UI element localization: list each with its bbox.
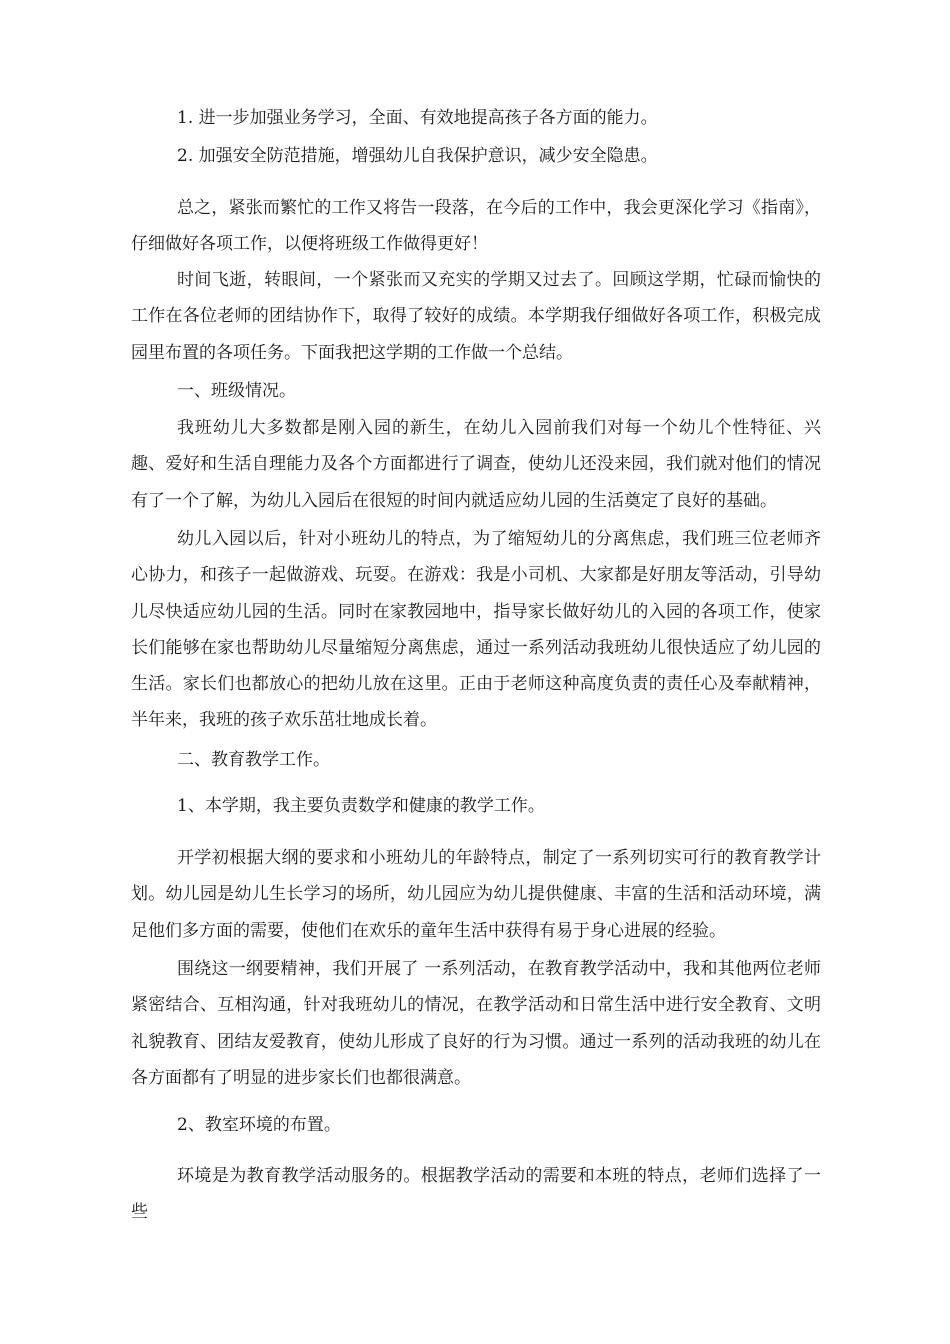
subheading-classroom-environment: 2、教室环境的布置。 <box>177 1115 341 1135</box>
paragraph-activities: 围绕这一纲要精神，我们开展了 一系列活动，在教育教学活动中，我和其他两位老师紧密结合、互相沟通，针对我班幼儿的情况，在教学活动和日常生活中进行安全教育、文明礼貌教育、团结友爱教育，使幼儿形成了良好的行为习惯。通过一系列的活动我班的幼儿在各方面都有了明显的进步家长们也都很满意。 <box>131 959 821 1088</box>
paragraph-environment: 环境是为教育教学活动服务的。根据教学活动的需要和本班的特点，老师们选择了一些 <box>131 1166 821 1223</box>
paragraph-conclusion: 总之，紧张而繁忙的工作又将告一段落，在今后的工作中，我会更深化学习《指南》，仔细做好各项工作，以便将班级工作做得更好！ <box>131 198 821 255</box>
section-heading-teaching: 二、教育教学工作。 <box>177 750 330 770</box>
paragraph-class-situation: 我班幼儿大多数都是刚入园的新生，在幼儿入园前我们对每一个幼儿个性特征、兴趣、爱好和生活自理能力及各个方面都进行了调查，使幼儿还没来园，我们就对他们的情况有了一个了解，为幼儿入园后在很短的时间内就适应幼儿园的生活奠定了良好的基础。 <box>131 418 821 511</box>
paragraph-after-enrollment: 幼儿入园以后，针对小班幼儿的特点，为了缩短幼儿的分离焦虑，我们班三位老师齐心协力，和孩子一起做游戏、玩耍。在游戏：我是小司机、大家都是好朋友等活动，引导幼儿尽快适应幼儿园的生活。同时在家教园地中，指导家长做好幼儿的入园的各项工作，使家长们能够在家也帮助幼儿尽量缩短分离焦虑，通过一系列活动我班幼儿很快适应了幼儿园的生活。家长们也都放心的把幼儿放在这里。正由于老师这种高度负责的责任心及奉献精神，半年来，我班的孩子欢乐茁壮地成长着。 <box>131 529 821 731</box>
paragraph-intro: 时间飞逝，转眼间，一个紧张而又充实的学期又过去了。回顾这学期，忙碌而愉快的工作在各位老师的团结协作下，取得了较好的成绩。本学期我仔细做好各项工作，积极完成园里布置的各项任务。下面我把这学期的工作做一个总结。 <box>131 270 821 363</box>
paragraph-teaching-plan: 开学初根据大纲的要求和小班幼儿的年龄特点，制定了一系列切实可行的教育教学计划。幼儿园是幼儿生长学习的场所，幼儿园应为幼儿提供健康、丰富的生活和活动环境，满足他们多方面的需要，使他们在欢乐的童年生活中获得有易于身心进展的经验。 <box>131 848 821 941</box>
list-item-1: 1. 进一步加强业务学习，全面、有效地提高孩子各方面的能力。 <box>177 108 658 128</box>
list-item-2: 2. 加强安全防范措施，增强幼儿自我保护意识，减少安全隐患。 <box>177 146 658 166</box>
subheading-teaching-duty: 1、本学期，我主要负责数学和健康的教学工作。 <box>177 796 545 816</box>
section-heading-class-situation: 一、班级情况。 <box>177 381 296 401</box>
